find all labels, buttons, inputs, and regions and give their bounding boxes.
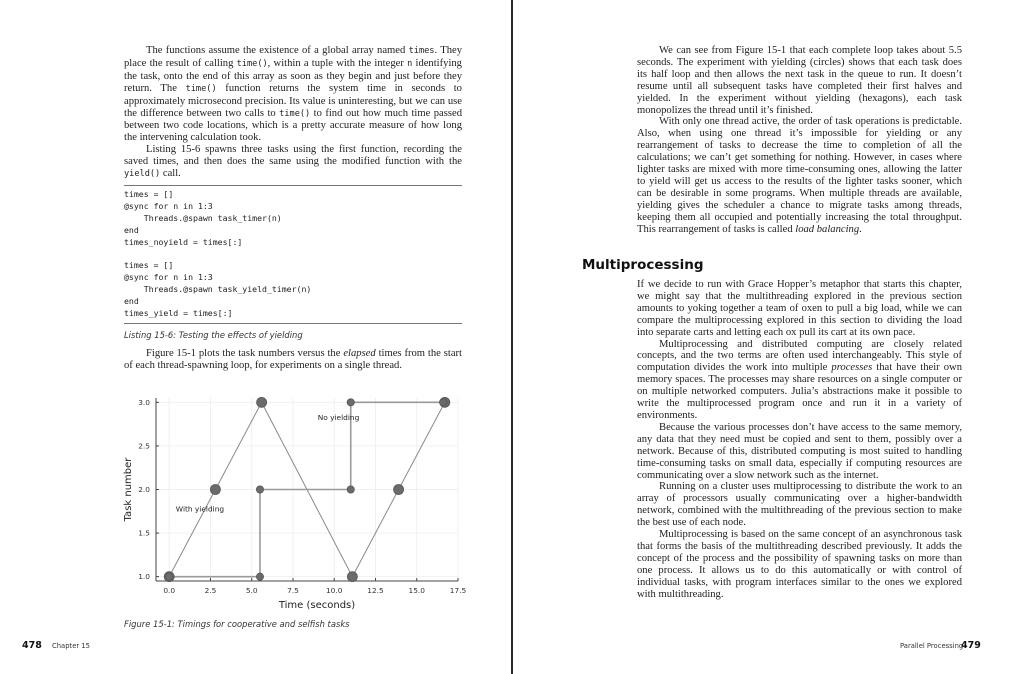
inline-code: n	[407, 58, 413, 69]
circle-marker	[347, 572, 357, 582]
code-line: Threads.@spawn task_yield_timer(n)	[124, 284, 312, 295]
text: Running on a cluster uses multiprocessing to distribute the work to an array of processors usually communicating over a higher-bandwidth network, combined with the multithreading of the previous section to make the best use of each node.	[637, 481, 962, 529]
text: function returns the system time in seconds to approximately microsecond precision. Its value is uninteresting, but we can use the difference between two calls to	[124, 82, 462, 119]
text: Because the various processes don’t have access to the same memory, any data that they need must be copied and sent to them, possibly over a network. Because of this, distributed computing is most suited to handling time-consuming tasks on small data, especially if computing resources are communicating over a slow network such as the internet.	[637, 421, 962, 481]
paragraph	[637, 45, 962, 116]
emphasis: elapsed	[343, 348, 376, 359]
text: Multiprocessing is based on the same concept of an asynchronous task that forms the basis of the multithreading described previously. It adds the concept of the process and the possibility of spawning tasks on more than one process. It allows us to do this automatically or with control of individual tasks, with program interfaces similar to the ones we explored with multithreading.	[637, 529, 962, 600]
paragraph	[124, 45, 462, 144]
hexagon-marker	[256, 573, 263, 580]
figure-intro-text	[124, 348, 462, 372]
text: Multiprocessing and distributed computing are closely related concepts, and the two terms are often used interchangeably. This style of computation divides the work into multiple	[637, 338, 962, 374]
listing-caption: Listing 15-6: Testing the effects of yielding	[124, 330, 303, 340]
x-tick-label: 0.0	[163, 586, 176, 595]
inline-code: yield()	[124, 169, 161, 180]
code-line: end	[124, 296, 139, 307]
text: We can see from Figure 15-1 that each complete loop takes about 5.5 seconds. The experiment with yielding (circles) shows that each task does its half loop and then allows the next task in the queue to run. It doesn’t resume until all subsequent tasks have completed their first halves and yielded. In the experiment without yielding (hexagons), each task monopolizes the thread until it’s finished.	[637, 45, 962, 116]
figure-caption: Figure 15-1: Timings for cooperative and selfish tasks	[124, 619, 350, 629]
text: With only one thread active, the order of task operations is predictable. Also, when using one thread it’s impossible for yielding or any rearrangement of tasks to decrease the time to completion of all the calculations; we can’t get something for nothing. However, in cases where lighter tasks are mixed with more time-consuming ones, allowing the latter to yield will get us access to the results of the lighter tasks sooner, which can be desirable in some programs. When multiple threads are available, yielding gives the scheduler a chance to migrate tasks among threads, keeping them all occupied and potentially increasing the total throughput. This rearrangement of tasks is called	[637, 116, 962, 235]
text: , within a tuple with the integer	[267, 57, 408, 69]
hexagon-marker	[166, 573, 173, 580]
code-line: times = []	[124, 189, 174, 199]
hexagon-marker	[256, 486, 263, 493]
text: .	[859, 223, 862, 235]
y-tick-label: 1.0	[138, 572, 150, 582]
paragraph	[124, 348, 462, 372]
left-page	[0, 0, 511, 674]
hexagon-marker	[347, 399, 354, 406]
chart-annotation: No yielding	[317, 412, 360, 422]
x-axis-label: Time (seconds)	[278, 600, 356, 611]
text: identifying the task, onto the end of this array as soon as they begin and just before they return. The	[124, 57, 462, 94]
code-line: times_yield = times[:]	[124, 307, 233, 318]
chart-annotation: With yielding	[175, 504, 225, 514]
paragraph	[637, 279, 962, 339]
figure-15-1-chart	[118, 388, 468, 613]
circle-marker	[257, 397, 267, 407]
text: call.	[160, 168, 181, 180]
code-lines	[124, 189, 462, 320]
inline-code: time()	[185, 83, 217, 94]
x-tick-label: 10.0	[325, 586, 343, 595]
y-tick-label: 1.5	[138, 528, 150, 538]
inline-code: time()	[236, 58, 268, 69]
page-number: 479	[961, 640, 981, 651]
right-top-text	[637, 45, 962, 236]
text: that have their own memory spaces. The processes may share resources on a single computer or on multiple networked computers. Julia’s abstractions make it possible to write the multiprocessed program once and run it in a variety of environments.	[637, 362, 962, 421]
text: . They place the result of calling	[124, 45, 463, 69]
paragraph	[637, 339, 962, 422]
chart-svg	[118, 388, 468, 613]
paragraph	[637, 116, 962, 235]
emphasis: processes	[831, 362, 873, 374]
x-tick-label: 7.5	[287, 586, 299, 595]
x-tick-label: 2.5	[204, 586, 217, 595]
x-tick-label: 17.5	[449, 586, 467, 595]
text: The functions assume the existence of a global array named	[146, 45, 409, 56]
code-line	[124, 248, 462, 260]
y-tick-label: 2.0	[138, 485, 150, 494]
circle-marker	[210, 485, 220, 495]
running-footer: Parallel Processing	[900, 642, 964, 650]
code-listing	[124, 185, 462, 324]
code-line: @sync for n in 1:3	[124, 200, 213, 211]
hexagon-marker	[440, 399, 447, 406]
code-line: end	[124, 224, 139, 235]
running-footer: Chapter 15	[52, 642, 90, 650]
text: times from the start of each thread-spawning loop, for experiments on a single thread.	[124, 348, 462, 371]
section-heading: Multiprocessing	[582, 257, 704, 273]
x-tick-label: 5.0	[245, 586, 258, 595]
x-tick-label: 15.0	[408, 586, 425, 595]
inline-code: time()	[279, 108, 311, 119]
text: Figure 15-1 plots the task numbers versus the	[146, 348, 344, 359]
inline-code: times	[408, 46, 435, 56]
code-line: times = []	[124, 260, 174, 271]
y-tick-label: 3.0	[138, 397, 150, 407]
y-axis-label: Task number	[123, 457, 134, 522]
paragraph	[637, 422, 962, 482]
emphasis: load balancing	[795, 223, 860, 235]
text: Listing 15-6 spawns three tasks using the first function, recording the saved times, and then does the same using the modified function with the	[124, 144, 462, 168]
paragraph	[124, 144, 462, 181]
paragraph	[637, 529, 962, 600]
x-tick-label: 12.5	[367, 586, 384, 595]
page-number: 478	[22, 640, 42, 651]
code-line: Threads.@spawn task_timer(n)	[124, 212, 282, 223]
y-tick-label: 2.5	[138, 441, 150, 451]
intro-text	[124, 45, 462, 181]
paragraph	[637, 481, 962, 529]
code-line: @sync for n in 1:3	[124, 272, 213, 283]
circle-marker	[394, 485, 404, 495]
hexagon-marker	[347, 486, 354, 493]
right-bottom-text	[637, 279, 962, 600]
code-line: times_noyield = times[:]	[124, 236, 243, 247]
text: to find out how much time passed between two code locations, which is a pretty accurate measure of how long the intervening calculation took.	[124, 107, 462, 144]
text: If we decide to run with Grace Hopper’s metaphor that starts this chapter, we might say that the multithreading explored in the previous section amounts to yoking together a team of oxen to pull a big load, while we can compare the multiprocessing explored in this section to dividing the load into separate carts and letting each ox pull its cart at its own pace.	[637, 279, 962, 338]
